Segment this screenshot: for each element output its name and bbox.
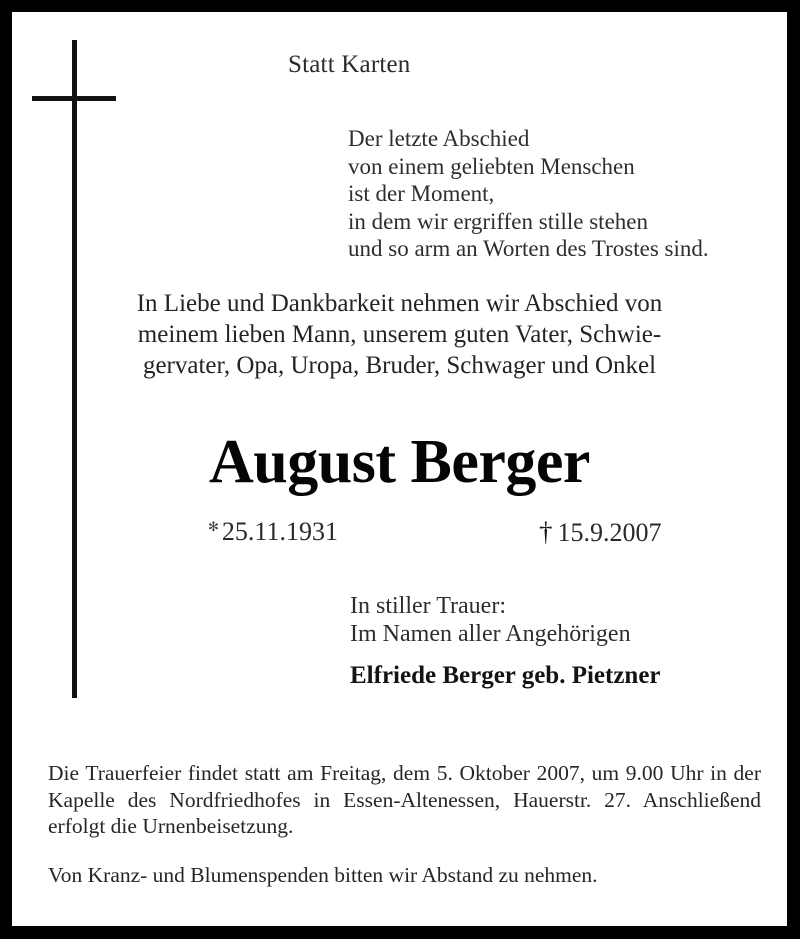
poem-line: und so arm an Worten des Trostes sind. — [348, 236, 709, 261]
deceased-name: August Berger — [209, 428, 590, 496]
memorial-poem — [348, 125, 709, 263]
poem-line: Der letzte Abschied — [348, 126, 530, 151]
flowers-request: Von Kranz- und Blumenspenden bitten wir Abstand zu nehmen. — [48, 862, 598, 887]
mourning-line: Im Namen aller Angehörigen — [350, 621, 631, 647]
mourning-statement — [350, 592, 631, 648]
funeral-service-details: Die Trauerfeier findet statt am Freitag, dem 5. Oktober 2007, um 9.00 Uhr in der Kapelle des Nordfriedhofes in Essen-Altenessen, Hauerstr. 27. Anschließend erfolgt die Urnenbeisetzung. — [48, 761, 761, 838]
mourning-line: In stiller Trauer: — [350, 593, 506, 619]
obituary-main-block — [12, 12, 787, 740]
obituary-notice-page — [12, 12, 787, 926]
poem-line: ist der Moment, — [348, 181, 495, 206]
death-date-value: 15.9.2007 — [557, 518, 662, 547]
tribute-line: In Liebe und Dankbarkeit nehmen wir Abschied von — [136, 290, 663, 317]
poem-line: von einem geliebten Menschen — [348, 153, 635, 179]
cross-horizontal-bar — [32, 96, 116, 101]
tribute-line: gervater, Opa, Uropa, Bruder, Schwager und Onkel — [142, 352, 657, 379]
death-cross-icon: † — [539, 517, 553, 547]
life-dates-row — [12, 517, 787, 557]
tribute-line: meinem lieben Mann, unserem guten Vater, Schwie- — [137, 321, 662, 348]
birth-date — [208, 517, 338, 547]
statt-karten-heading: Statt Karten — [288, 51, 411, 78]
poem-line: in dem wir ergriffen stille stehen — [348, 208, 648, 234]
birth-star-icon: ✻ — [208, 519, 219, 534]
birth-date-value: 25.11.1931 — [221, 517, 338, 546]
funeral-arrangements-section — [48, 760, 761, 888]
tribute-paragraph — [12, 288, 787, 381]
survivor-name: Elfriede Berger geb. Pietzner — [350, 662, 661, 689]
death-date — [539, 517, 662, 548]
